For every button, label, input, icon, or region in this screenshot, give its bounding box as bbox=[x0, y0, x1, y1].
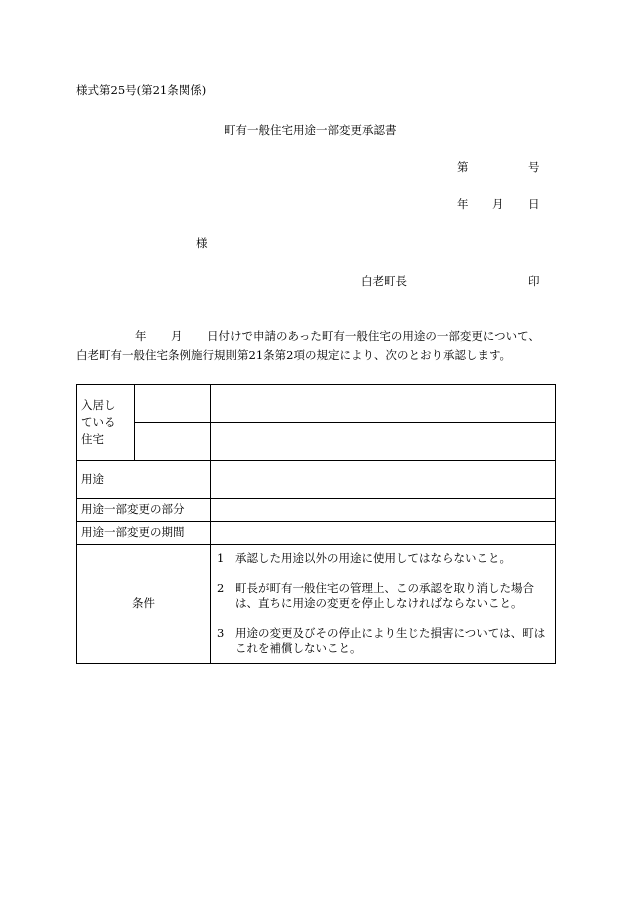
residence-value-top bbox=[211, 385, 556, 423]
residence-label-line2: ている bbox=[81, 415, 116, 430]
condition-text: 用途の変更及びその停止により生じた損害については、町はこれを補償しないこと。 bbox=[235, 625, 546, 656]
doc-number-prefix: 第 bbox=[457, 160, 469, 174]
form-number: 様式第25号(第21条関係) bbox=[76, 83, 207, 97]
condition-item bbox=[217, 551, 549, 567]
condition-number: 2 bbox=[217, 580, 225, 595]
condition-number: 3 bbox=[217, 625, 225, 640]
condition-item bbox=[217, 581, 549, 612]
conditions-list bbox=[211, 545, 556, 664]
condition-item bbox=[217, 626, 549, 657]
date-day: 日 bbox=[528, 197, 540, 211]
change-period-label: 用途一部変更の期間 bbox=[77, 522, 211, 545]
condition-number: 1 bbox=[217, 551, 225, 565]
body-line1: 日付けで申請のあった町有一般住宅の用途の一部変更について、 bbox=[207, 329, 540, 343]
body-year: 年 bbox=[135, 329, 147, 343]
use-value bbox=[211, 461, 556, 499]
residence-subcell-bottom bbox=[135, 423, 211, 461]
changed-part-label: 用途一部変更の部分 bbox=[77, 499, 211, 522]
body-line2: 白老町有一般住宅条例施行規則第21条第2項の規定により、次のとおり承認します。 bbox=[76, 348, 512, 362]
issuer-name: 白老町長 bbox=[361, 274, 407, 288]
use-label: 用途 bbox=[77, 461, 211, 499]
changed-part-value bbox=[211, 499, 556, 522]
approval-table bbox=[76, 384, 556, 664]
doc-number-suffix: 号 bbox=[528, 160, 540, 174]
issuer-seal: 印 bbox=[528, 274, 540, 288]
conditions-label: 条件 bbox=[77, 545, 211, 664]
body-month: 月 bbox=[171, 329, 183, 343]
residence-label-line3: 住宅 bbox=[81, 431, 104, 446]
condition-text: 承認した用途以外の用途に使用してはならないこと。 bbox=[235, 551, 511, 565]
residence-label-line1: 入居し bbox=[81, 398, 116, 413]
document-title: 町有一般住宅用途一部変更承認書 bbox=[224, 123, 397, 137]
residence-label-cell bbox=[77, 385, 135, 461]
change-period-value bbox=[211, 522, 556, 545]
residence-subcell-top bbox=[135, 385, 211, 423]
residence-value-bottom bbox=[211, 423, 556, 461]
date-year: 年 bbox=[457, 197, 469, 211]
addressee-honorific: 様 bbox=[196, 236, 208, 250]
condition-text: 町長が町有一般住宅の管理上、この承認を取り消した場合は、直ちに用途の変更を停止しなければならないこと。 bbox=[235, 580, 534, 611]
date-month: 月 bbox=[492, 197, 504, 211]
